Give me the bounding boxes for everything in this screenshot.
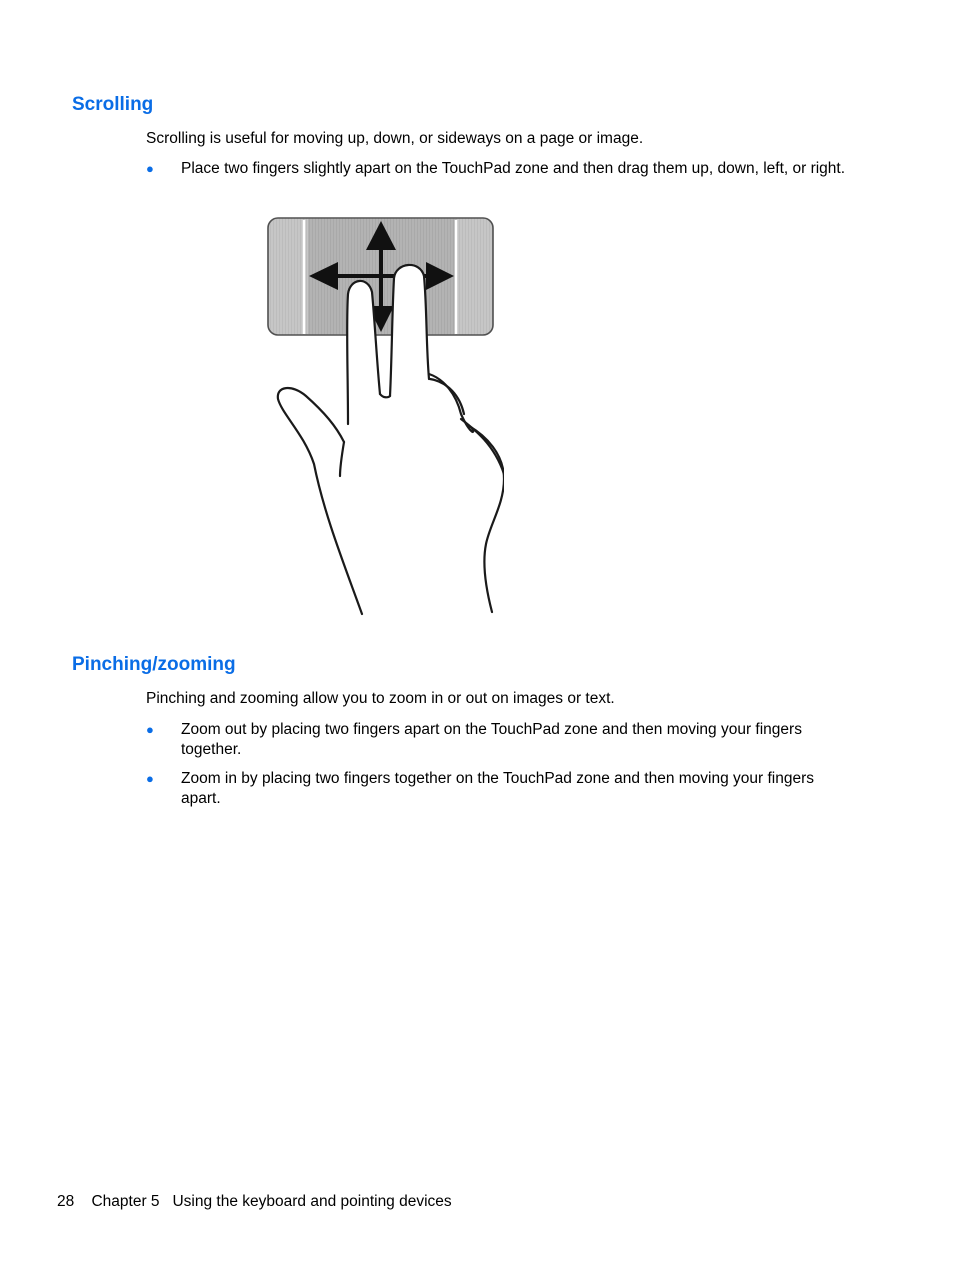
- page-footer: [57, 1192, 452, 1212]
- bullet-icon: ●: [146, 722, 154, 737]
- two-finger-scroll-icon: [264, 214, 504, 620]
- scrolling-intro: Scrolling is useful for moving up, down, or sideways on a page or image.: [146, 130, 644, 147]
- section-heading-pinching: Pinching/zooming: [72, 654, 236, 675]
- pinching-intro: Pinching and zooming allow you to zoom in or out on images or text.: [146, 690, 615, 707]
- section-heading-scrolling: Scrolling: [72, 94, 154, 115]
- chapter-title: Using the keyboard and pointing devices: [172, 1193, 452, 1210]
- bullet-icon: ●: [146, 161, 154, 176]
- bullet-icon: ●: [146, 771, 154, 786]
- bullet-text: Place two fingers slightly apart on the TouchPad zone and then drag them up, down, left, or right.: [181, 160, 846, 177]
- list-item: [146, 720, 846, 760]
- list-item: [146, 769, 846, 809]
- bullet-text: Zoom in by placing two fingers together on the TouchPad zone and then moving your fingers apart.: [181, 770, 815, 807]
- page-number: 28: [57, 1193, 75, 1210]
- two-finger-scroll-figure: [264, 214, 504, 625]
- bullet-text: Zoom out by placing two fingers apart on the TouchPad zone and then moving your fingers together.: [181, 721, 802, 758]
- list-item: [146, 159, 846, 179]
- chapter-label: Chapter 5: [91, 1193, 160, 1210]
